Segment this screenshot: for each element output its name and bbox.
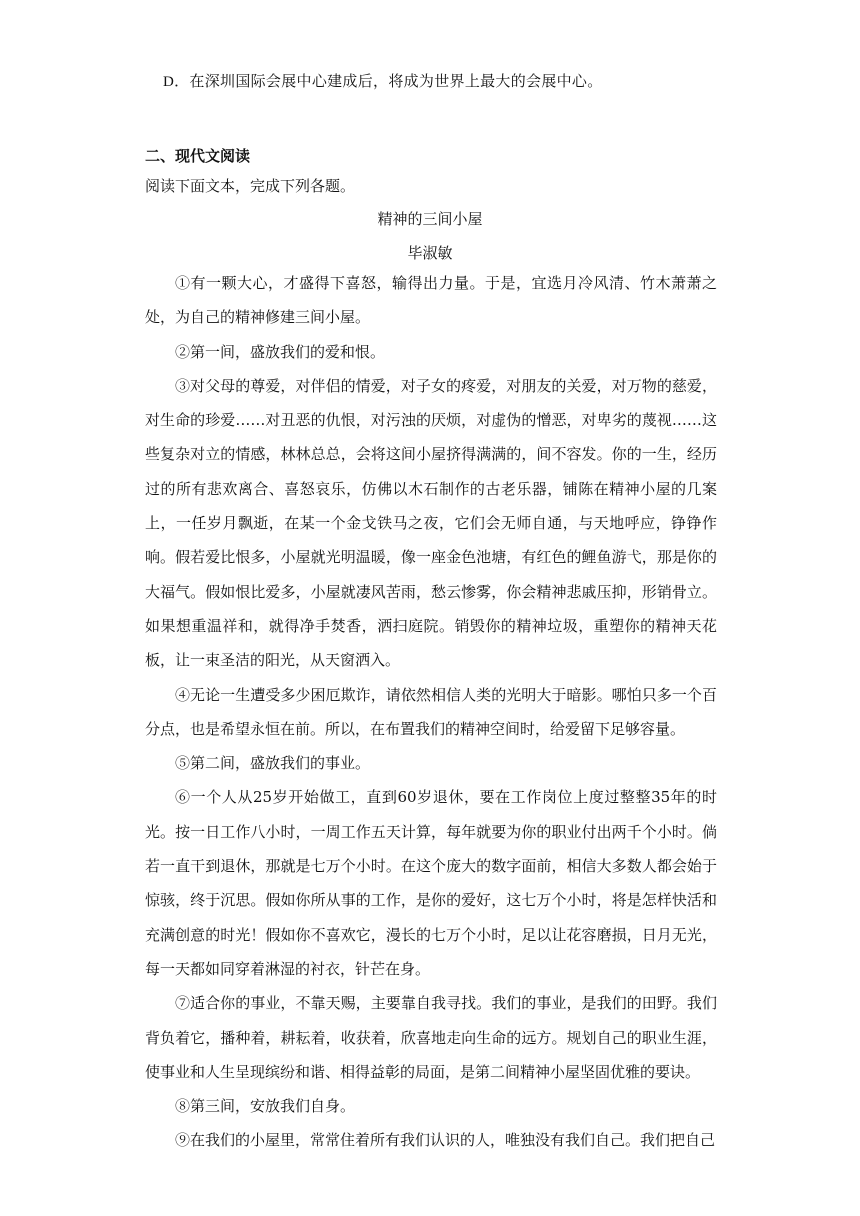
paragraph: ⑤第二间，盛放我们的事业。 [175, 754, 371, 773]
paragraph: ④无论一生遭受多少困厄欺诈，请依然相信人类的光明大于暗影。哪怕只多一个百分点，也是希望永恒在前。所以，在布置我们的精神空间时，给爱留下足够容量。 [145, 685, 717, 738]
paragraph: ③对父母的尊爱，对伴侣的情爱，对子女的疼爱，对朋友的关爱，对万物的慈爱，对生命的珍爱……对丑恶的仇恨，对污浊的厌烦，对虚伪的憎恶，对卑劣的蔑视……这些复杂对立的情感，林林总总，会将这间小屋挤得满满的，间不容发。你的一生，经历过的所有悲欢离合、喜怒哀乐，仿佛以木石制作的古老乐器，铺陈在精神小屋的几案上，一任岁月飘逝，在某一个金戈铁马之夜，它们会无师自通，与天地呼应，铮铮作响。假若爱比恨多，小屋就光明温暖，像一座金色池塘，有红色的鲤鱼游弋，那是你的大福气。假如恨比爱多，小屋就凄风苦雨，愁云惨雾，你会精神悲戚压抑，形销骨立。如果想重温祥和，就得净手焚香，洒扫庭院。销毁你的精神垃圾，重塑你的精神天花板，让一束圣洁的阳光，从天窗洒入。 [145, 376, 717, 670]
paragraph: ⑥一个人从25岁开始做工，直到60岁退休，要在工作岗位上度过整整35年的时光。按一日工作八小时，一周工作五天计算，每年就要为你的职业付出两千个小时。倘若一直干到退休，那就是七万个小时。在这个庞大的数字面前，相信大多数人都会始于惊骇，终于沉思。假如你所从事的工作，是你的爱好，这七万个小时，将是怎样快活和充满创意的时光！假如你不喜欢它，漫长的七万个小时，足以让花容磨损，日月无光，每一天都如同穿着淋湿的衬衣，针芒在身。 [145, 788, 717, 978]
paragraph: ⑧第三间，安放我们自身。 [175, 1097, 356, 1116]
instruction: 阅读下面文本，完成下列各题。 [145, 179, 356, 195]
article-body [145, 266, 717, 1158]
paragraph: ②第一间，盛放我们的爱和恨。 [175, 342, 386, 361]
option-d: D．在深圳国际会展中心建成后，将成为世界上最大的会展中心。 [163, 74, 603, 90]
paragraph: ⑦适合你的事业，不靠天赐，主要靠自我寻找。我们的事业，是我们的田野。我们背负着它，播种着，耕耘着，收获着，欣喜地走向生命的远方。规划自己的职业生涯，使事业和人生呈现缤纷和谐、相得益彰的局面，是第二间精神小屋坚固优雅的要诀。 [145, 994, 717, 1081]
section-title: 二、现代文阅读 [145, 147, 251, 165]
article-title: 精神的三间小屋 [377, 210, 483, 228]
paragraph: ①有一颗大心，才盛得下喜怒，输得出力量。于是，宜选月冷风清、竹木萧萧之处，为自己的精神修建三间小屋。 [145, 274, 717, 327]
article-author: 毕淑敏 [407, 244, 453, 262]
paragraph: ⑨在我们的小屋里，常常住着所有我们认识的人，唯独没有我们自己。我们把自己 [175, 1131, 716, 1150]
